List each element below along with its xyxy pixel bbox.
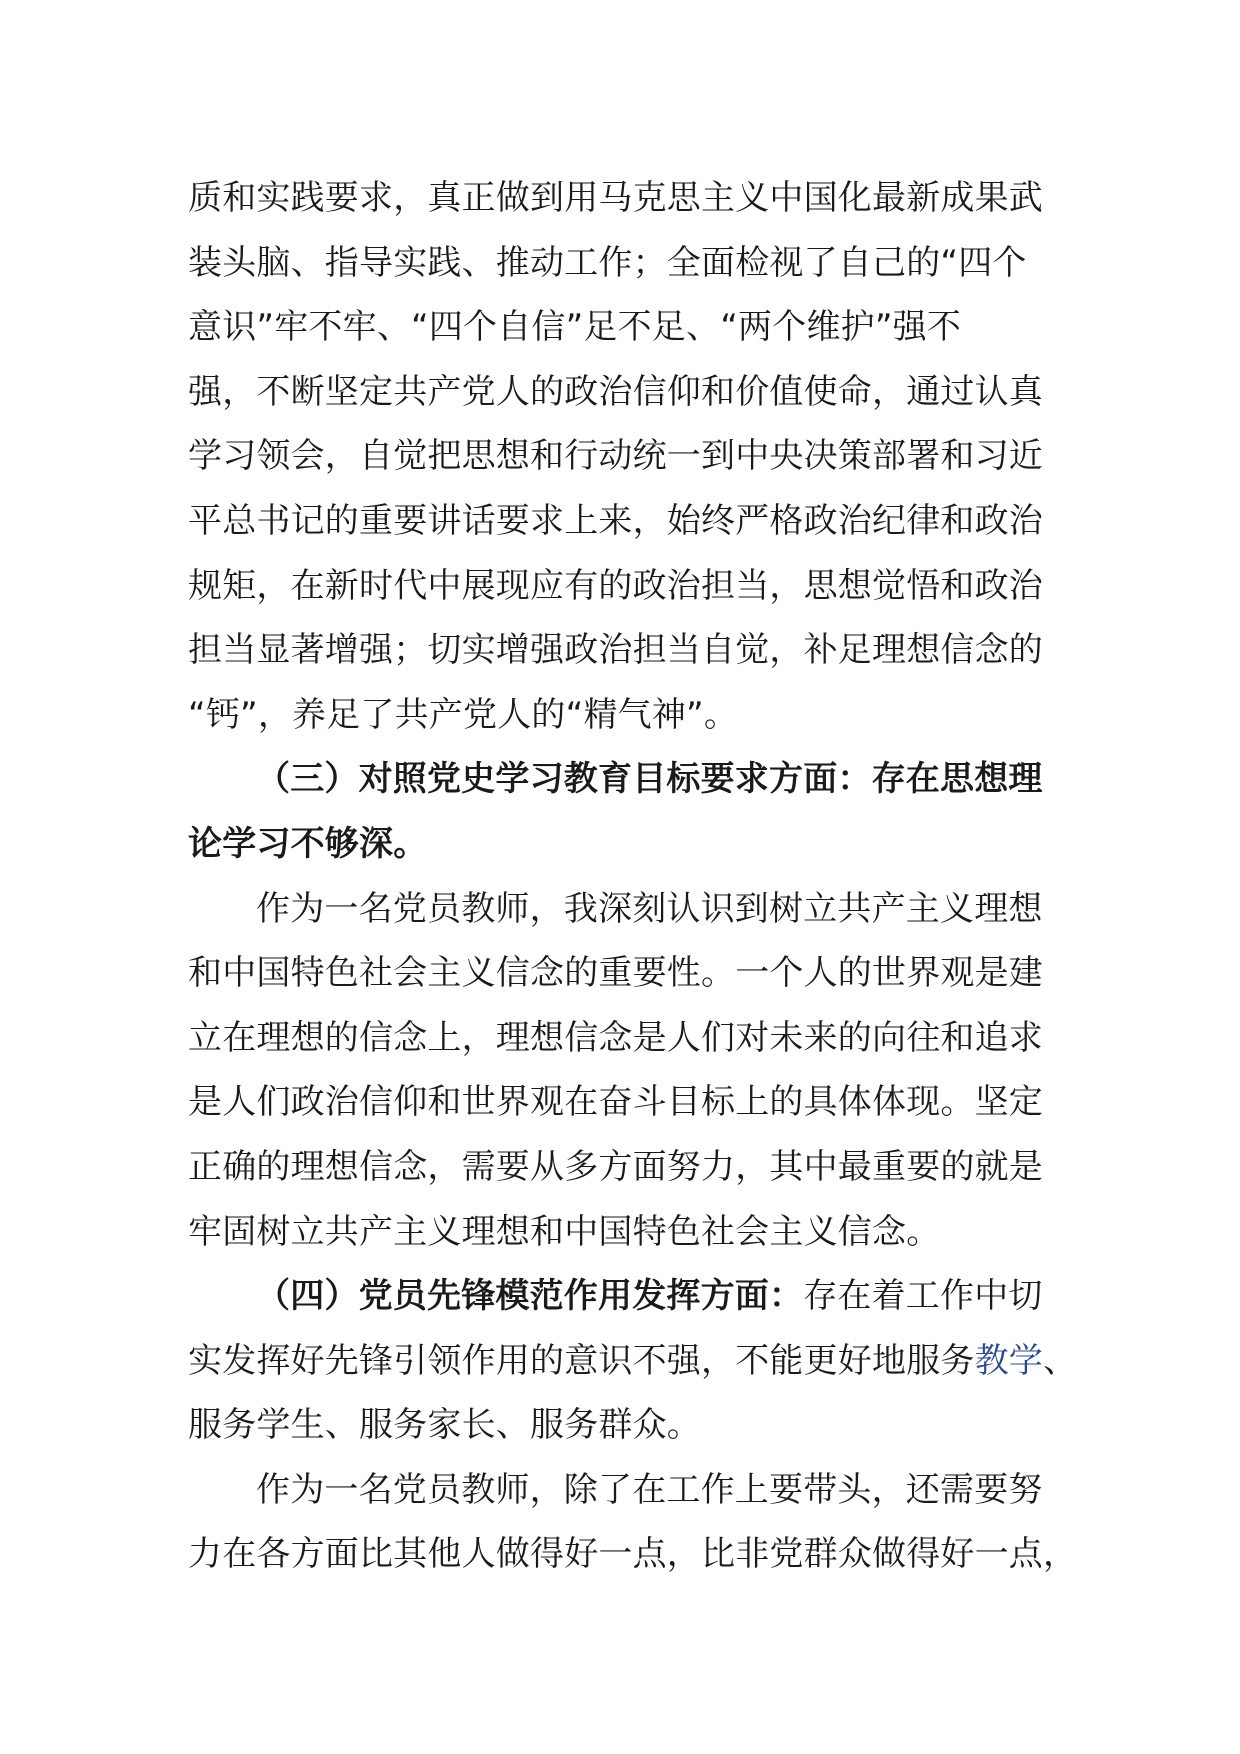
document-body (188, 166, 1078, 1587)
text-line: “钙”，养足了共产党人的“精气神”。 (188, 694, 739, 735)
text-segment: 实发挥好先锋引领作用的意识不强，不能更好地服务 (188, 1340, 975, 1381)
paragraph (188, 1458, 1078, 1587)
text-line: 和中国特色社会主义信念的重要性。一个人的世界观是建 (188, 953, 1043, 994)
text-segment: 、 (1043, 1340, 1078, 1381)
text-line: 担当显著增强；切实增强政治担当自觉，补足理想信念的 (188, 630, 1043, 671)
text-line: 质和实践要求，真正做到用马克思主义中国化最新成果武 (188, 178, 1043, 218)
teaching-link[interactable]: 教学 (974, 1340, 1044, 1381)
text-line: 力在各方面比其他人做得好一点，比非党群众做得好一点， (188, 1534, 1078, 1575)
heading-line: （三）对照党史学习教育目标要求方面：存在思想理 (256, 759, 1043, 800)
text-line: 强，不断坚定共产党人的政治信仰和价值使命，通过认真 (188, 371, 1043, 412)
text-line: 作为一名党员教师，我深刻认识到树立共产主义理想 (256, 888, 1043, 929)
text-line: 规矩，在新时代中展现应有的政治担当，思想觉悟和政治 (188, 565, 1043, 606)
text-line: 作为一名党员教师，除了在工作上要带头，还需要努 (256, 1469, 1043, 1510)
section-heading-mixed (188, 1264, 1078, 1458)
text-line: 立在理想的信念上，理想信念是人们对未来的向往和追求 (188, 1017, 1043, 1058)
paragraph (188, 877, 1068, 1265)
text-line: 平总书记的重要讲话要求上来，始终严格政治纪律和政治 (188, 500, 1043, 541)
text-line: 服务学生、服务家长、服务群众。 (188, 1405, 701, 1446)
heading-line: 论学习不够深。 (188, 823, 428, 864)
text-line: 正确的理想信念，需要从多方面努力，其中最重要的就是 (188, 1146, 1043, 1187)
text-line: 学习领会，自觉把思想和行动统一到中央决策部署和习近 (188, 436, 1043, 477)
text-line: 是人们政治信仰和世界观在奋斗目标上的具体体现。坚定 (188, 1082, 1043, 1123)
text-line (188, 1329, 1078, 1394)
section-heading (188, 747, 1068, 876)
text-line: 意识”牢不牢、“四个自信”足不足、“两个维护”强不 (188, 307, 962, 348)
heading-bold-text: （四）党员先锋模范作用发挥方面： (256, 1276, 804, 1317)
heading-normal-text: 存在着工作中切 (803, 1276, 1043, 1317)
text-line (188, 1264, 1068, 1329)
text-line: 装头脑、指导实践、推动工作；全面检视了自己的“四个 (188, 242, 1027, 283)
text-line: 牢固树立共产主义理想和中国特色社会主义信念。 (188, 1211, 941, 1252)
paragraph (188, 166, 1068, 747)
